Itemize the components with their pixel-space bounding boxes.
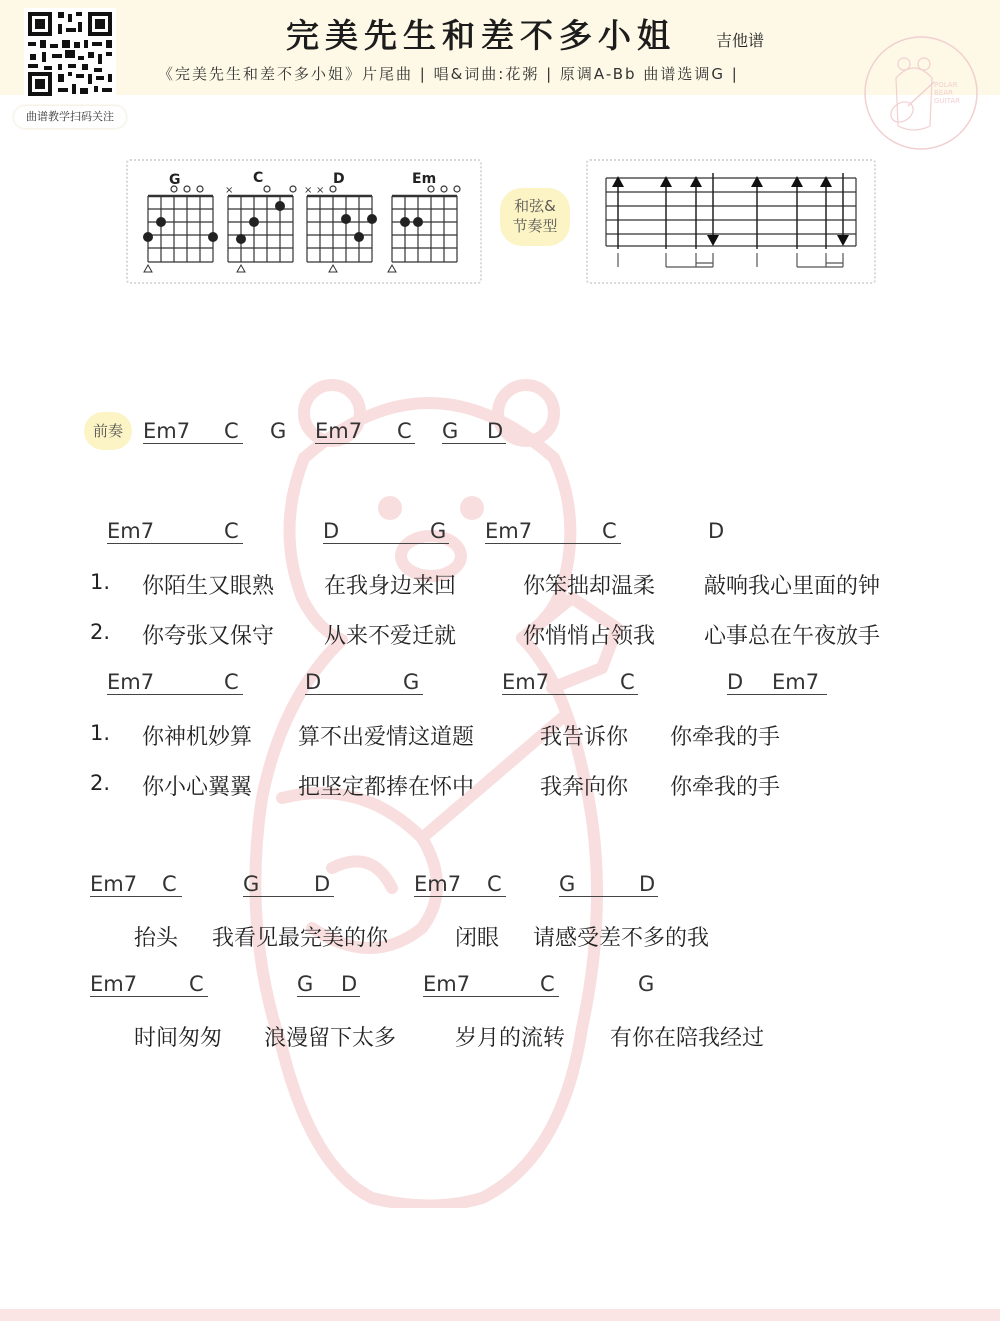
lyric-phrase: 把坚定都捧在怀中 bbox=[298, 775, 475, 800]
chorus-a-chords bbox=[0, 872, 1000, 902]
lyric-phrase: 浪漫留下太多 bbox=[264, 1026, 397, 1051]
chord: C bbox=[224, 670, 239, 694]
chord: C bbox=[189, 972, 204, 996]
bar-underline bbox=[90, 896, 182, 897]
rhythm-label bbox=[500, 188, 570, 246]
chord: C bbox=[224, 419, 239, 443]
lyric-phrase: 我告诉你 bbox=[540, 725, 629, 750]
chord-name-g: G bbox=[169, 172, 181, 188]
bar-underline bbox=[243, 896, 334, 897]
bar-underline bbox=[727, 694, 827, 695]
chorus-b-chords bbox=[0, 972, 1000, 1002]
chord-diagram-g bbox=[143, 172, 218, 272]
lyric-phrase: 我看见最完美的你 bbox=[212, 926, 389, 951]
lyric-phrase: 你小心翼翼 bbox=[142, 775, 253, 800]
lyric-phrase: 岁月的流转 bbox=[455, 1026, 566, 1051]
chord: G bbox=[559, 872, 576, 896]
lyric-phrase: 抬头 bbox=[134, 926, 179, 951]
lyric-phrase: 你牵我的手 bbox=[670, 725, 781, 750]
intro-chords bbox=[0, 419, 1000, 449]
chord-diagram-em bbox=[388, 171, 460, 272]
lyric-phrase: 有你在陪我经过 bbox=[610, 1026, 765, 1051]
logo-text-2: BEAR bbox=[934, 89, 953, 97]
lyric-phrase: 心事总在午夜放手 bbox=[704, 624, 881, 649]
bar-underline bbox=[107, 694, 243, 695]
chord-name-em: Em bbox=[412, 171, 437, 187]
bar-underline bbox=[502, 694, 638, 695]
bar-underline bbox=[559, 896, 658, 897]
bar-underline bbox=[323, 543, 449, 544]
title-suffix: 吉他谱 bbox=[716, 31, 765, 50]
lyric-phrase: 闭眼 bbox=[455, 926, 500, 951]
chord: G bbox=[243, 872, 260, 896]
bar-underline bbox=[305, 694, 423, 695]
verse-number: 2. bbox=[90, 771, 111, 795]
svg-text:×: × bbox=[225, 185, 234, 196]
svg-text:×: × bbox=[304, 185, 313, 196]
bar-underline bbox=[90, 996, 208, 997]
verse-a-chords bbox=[0, 519, 1000, 549]
chord: D bbox=[708, 519, 725, 543]
chord: Em7 bbox=[90, 872, 138, 896]
chord: G bbox=[430, 519, 447, 543]
lyric-phrase: 请感受差不多的我 bbox=[533, 926, 710, 951]
lyric-phrase: 你笨拙却温柔 bbox=[523, 574, 656, 599]
bar-underline bbox=[414, 896, 506, 897]
lyric-phrase: 你夸张又保守 bbox=[142, 624, 275, 649]
lyric-phrase: 算不出爱情这道题 bbox=[298, 725, 475, 750]
chord: Em7 bbox=[90, 972, 138, 996]
chord: D bbox=[314, 872, 331, 896]
bar-underline bbox=[423, 996, 559, 997]
chord: G bbox=[403, 670, 420, 694]
chord-diagram-d bbox=[304, 171, 377, 272]
rhythm-pattern bbox=[586, 159, 876, 284]
chord: Em7 bbox=[502, 670, 550, 694]
chord: C bbox=[162, 872, 177, 896]
chord: Em7 bbox=[485, 519, 533, 543]
chord-diagram-c bbox=[225, 170, 296, 272]
logo-text-1: POLAR bbox=[934, 81, 958, 89]
verse-b-chords bbox=[0, 670, 1000, 700]
bar-underline bbox=[442, 443, 506, 444]
bar-underline bbox=[107, 543, 243, 544]
lyric-phrase: 你悄悄占领我 bbox=[523, 624, 656, 649]
chord: G bbox=[297, 972, 314, 996]
qr-caption: 曲谱教学扫码关注 bbox=[14, 106, 126, 128]
lyric-phrase: 我奔向你 bbox=[540, 775, 629, 800]
chord: D bbox=[639, 872, 656, 896]
chord-name-d: D bbox=[333, 171, 345, 187]
chord: Em7 bbox=[772, 670, 820, 694]
lyric-phrase: 你神机妙算 bbox=[142, 725, 253, 750]
chord: C bbox=[397, 419, 412, 443]
lyric-phrase: 从来不爱迁就 bbox=[324, 624, 457, 649]
svg-text:×: × bbox=[316, 185, 325, 196]
bar-underline bbox=[143, 443, 243, 444]
chord: Em7 bbox=[315, 419, 363, 443]
chord: G bbox=[442, 419, 459, 443]
bar-underline bbox=[315, 443, 415, 444]
chord: Em7 bbox=[414, 872, 462, 896]
chord-diagrams bbox=[126, 159, 482, 284]
chord: C bbox=[540, 972, 555, 996]
chord: G bbox=[638, 972, 655, 996]
chord: G bbox=[270, 419, 287, 443]
chord: C bbox=[602, 519, 617, 543]
bar-underline bbox=[485, 543, 621, 544]
chord: Em7 bbox=[107, 519, 155, 543]
rhythm-label-line-2: 节奏型 bbox=[512, 217, 558, 235]
polar-bear-guitar-logo bbox=[862, 34, 980, 152]
chord: C bbox=[620, 670, 635, 694]
lyric-phrase: 你陌生又眼熟 bbox=[142, 574, 275, 599]
chord: D bbox=[305, 670, 322, 694]
rhythm-label-line-1: 和弦& bbox=[514, 197, 556, 215]
logo-text-3: GUITAR bbox=[934, 97, 960, 105]
qr-code[interactable] bbox=[24, 8, 116, 100]
verse-number: 1. bbox=[90, 570, 111, 594]
chord: Em7 bbox=[423, 972, 471, 996]
chord: C bbox=[224, 519, 239, 543]
page-title: 完美先生和差不多小姐 bbox=[286, 16, 676, 55]
verse-number: 1. bbox=[90, 721, 111, 745]
footer-band bbox=[0, 1309, 1000, 1321]
song-subtitle: 《完美先生和差不多小姐》片尾曲 | 唱&词曲:花粥 | 原调A-Bb 曲谱选调G | bbox=[158, 65, 739, 83]
lyric-phrase: 在我身边来回 bbox=[324, 574, 457, 599]
bar-underline bbox=[297, 996, 360, 997]
chord: D bbox=[487, 419, 504, 443]
chord: D bbox=[341, 972, 358, 996]
lyric-phrase: 敲响我心里面的钟 bbox=[704, 574, 881, 599]
lyric-phrase: 时间匆匆 bbox=[134, 1026, 223, 1051]
chord: Em7 bbox=[107, 670, 155, 694]
intro-label: 前奏 bbox=[84, 412, 132, 450]
chord: D bbox=[727, 670, 744, 694]
chord-name-c: C bbox=[253, 170, 264, 186]
lyric-phrase: 你牵我的手 bbox=[670, 775, 781, 800]
verse-number: 2. bbox=[90, 620, 111, 644]
chord: C bbox=[487, 872, 502, 896]
chord: D bbox=[323, 519, 340, 543]
chord: Em7 bbox=[143, 419, 191, 443]
